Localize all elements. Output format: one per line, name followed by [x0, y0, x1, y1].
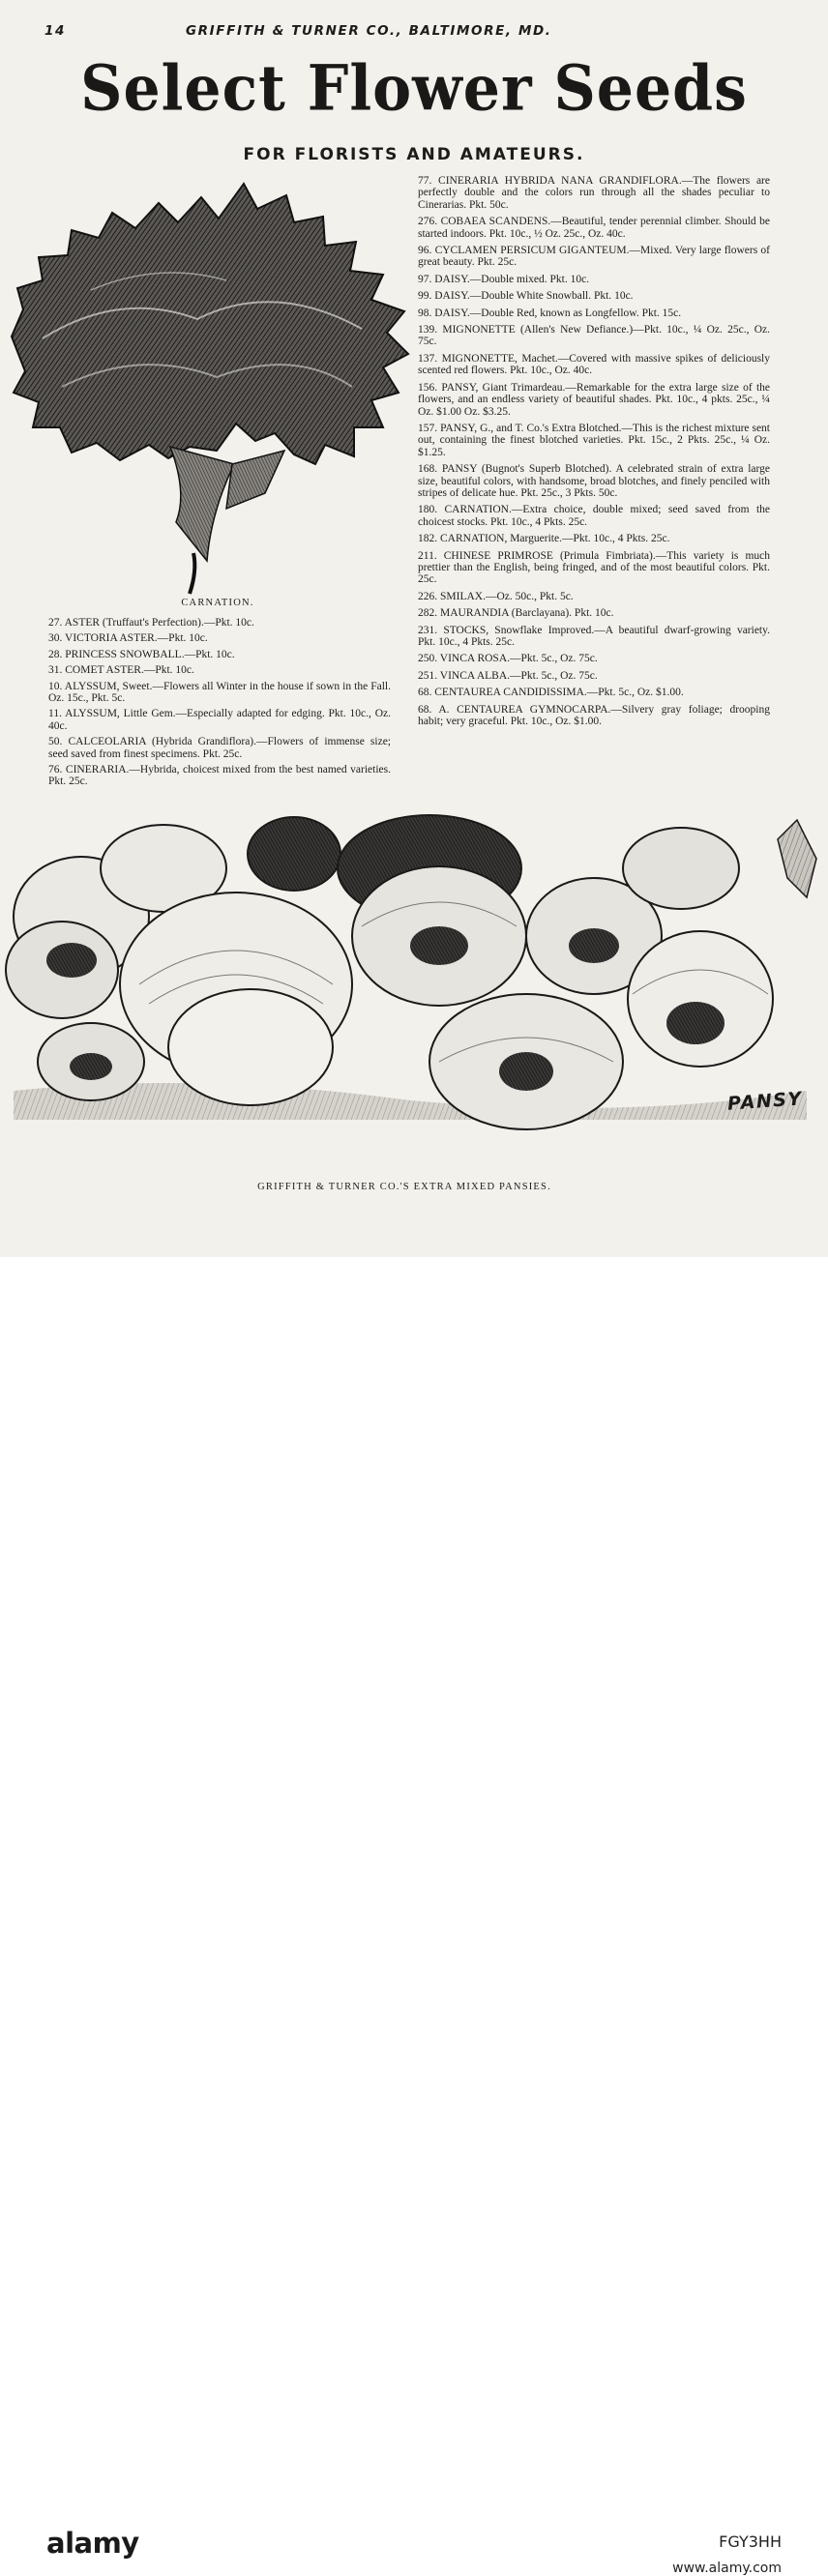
pansies-illustration	[4, 801, 824, 1151]
seed-entry: 180. CARNATION.—Extra choice, double mixed; seed saved from the choicest stocks. Pkt. 10c., 4 Pkts. 25c.	[418, 504, 770, 528]
seed-entry: 77. CINERARIA HYBRIDA NANA GRANDIFLORA.—The flowers are perfectly double and the colors run through all the shades peculiar to Cinerarias. Pkt. 50c.	[418, 175, 770, 211]
seed-entry: 68. CENTAUREA CANDIDISSIMA.—Pkt. 5c., Oz. $1.00.	[418, 687, 684, 699]
seed-entry: 76. CINERARIA.—Hybrida, choicest mixed from the best named varieties. Pkt. 25c.	[48, 764, 391, 788]
seed-entry: 30. VICTORIA ASTER.—Pkt. 10c.	[48, 632, 208, 645]
company-line: GRIFFITH & TURNER CO., BALTIMORE, MD.	[186, 23, 552, 39]
image-url: www.alamy.com	[672, 2561, 782, 2576]
alamy-logo: alamy	[46, 2527, 139, 2560]
seed-entry: 28. PRINCESS SNOWBALL.—Pkt. 10c.	[48, 648, 235, 660]
seed-entry: 250. VINCA ROSA.—Pkt. 5c., Oz. 75c.	[418, 653, 598, 665]
seed-entry: 231. STOCKS, Snowflake Improved.—A beautiful dwarf-growing variety. Pkt. 10c., 4 Pkts. 25c.	[418, 624, 770, 648]
image-id: FGY3HH	[719, 2532, 782, 2551]
seed-entry: 156. PANSY, Giant Trimardeau.—Remarkable for the extra large size of the flowers, and an endless variety of beautiful shades. Pkt. 10c., 4 pkts. 25c., ¼ Oz. $1.00 Oz. $3.25.	[418, 381, 770, 418]
left-seed-list	[48, 617, 391, 792]
pansy-label: PANSY	[726, 1088, 804, 1115]
seed-entry: 139. MIGNONETTE (Allen's New Defiance.)—Pkt. 10c., ¼ Oz. 25c., Oz. 75c.	[418, 324, 770, 348]
seed-entry: 211. CHINESE PRIMROSE (Primula Fimbriata).—This variety is much prettier than the English, being fringed, and of the most beautiful colors. Pkt. 25c.	[418, 549, 770, 586]
seed-entry: 96. CYCLAMEN PERSICUM GIGANTEUM.—Mixed. Very large flowers of great beauty. Pkt. 25c.	[418, 245, 770, 269]
catalog-page	[0, 0, 828, 1257]
watermark-footer	[0, 1257, 828, 2576]
page-number: 14	[44, 23, 66, 39]
seed-entry: 182. CARNATION, Marguerite.—Pkt. 10c., 4 Pkts. 25c.	[418, 533, 670, 545]
seed-entry: 68. A. CENTAUREA GYMNOCARPA.—Silvery gray foliage; drooping habit; very graceful. Pkt. 10c., Oz. $1.00.	[418, 703, 770, 728]
seed-entry: 10. ALYSSUM, Sweet.—Flowers all Winter in the house if sown in the Fall. Oz. 15c., Pkt. 5c.	[48, 680, 391, 705]
seed-entry: 50. CALCEOLARIA (Hybrida Grandiflora).—Flowers of immense size; seed saved from finest specimens. Pkt. 25c.	[48, 736, 391, 760]
seed-entry: 226. SMILAX.—Oz. 50c., Pkt. 5c.	[418, 590, 574, 602]
seed-entry: 282. MAURANDIA (Barclayana). Pkt. 10c.	[418, 607, 614, 620]
seed-entry: 276. COBAEA SCANDENS.—Beautiful, tender perennial climber. Should be started indoors. Pkt. 10c., ½ Oz. 25c., Oz. 40c.	[418, 216, 770, 240]
seed-entry: 11. ALYSSUM, Little Gem.—Especially adapted for edging. Pkt. 10c., Oz. 40c.	[48, 708, 391, 732]
seed-entry: 157. PANSY, G., and T. Co.'s Extra Blotched.—This is the richest mixture sent out, containing the finest blotched varieties. Pkt. 15c., 2 Pkts. 25c., ¼ Oz. $1.25.	[418, 422, 770, 458]
seed-entry: 168. PANSY (Bugnot's Superb Blotched). A celebrated strain of extra large size, beautiful colors, with handsome, broad blotches, and finely penciled with stripes of delicate hue. Pkt. 25c., 3 Pkts. 50c.	[418, 463, 770, 499]
right-seed-list	[418, 175, 770, 732]
carnation-caption: CARNATION.	[181, 598, 254, 608]
seed-entry: 99. DAISY.—Double White Snowball. Pkt. 10c.	[418, 290, 634, 303]
seed-entry: 98. DAISY.—Double Red, known as Longfellow. Pkt. 15c.	[418, 307, 682, 319]
seed-entry: 27. ASTER (Truffaut's Perfection).—Pkt. 10c.	[48, 617, 254, 629]
seed-entry: 251. VINCA ALBA.—Pkt. 5c., Oz. 75c.	[418, 669, 598, 682]
page-title: Select Flower Seeds	[80, 52, 748, 126]
seed-entry: 97. DAISY.—Double mixed. Pkt. 10c.	[418, 273, 590, 285]
pansies-caption: GRIFFITH & TURNER CO.'S EXTRA MIXED PANSIES.	[257, 1182, 551, 1192]
page-subtitle: FOR FLORISTS AND AMATEURS.	[243, 145, 585, 164]
seed-entry: 137. MIGNONETTE, Machet.—Covered with massive spikes of deliciously scented red flowers. Pkt. 10c., Oz. 40c.	[418, 352, 770, 377]
seed-entry: 31. COMET ASTER.—Pkt. 10c.	[48, 664, 194, 677]
carnation-illustration	[4, 174, 412, 600]
